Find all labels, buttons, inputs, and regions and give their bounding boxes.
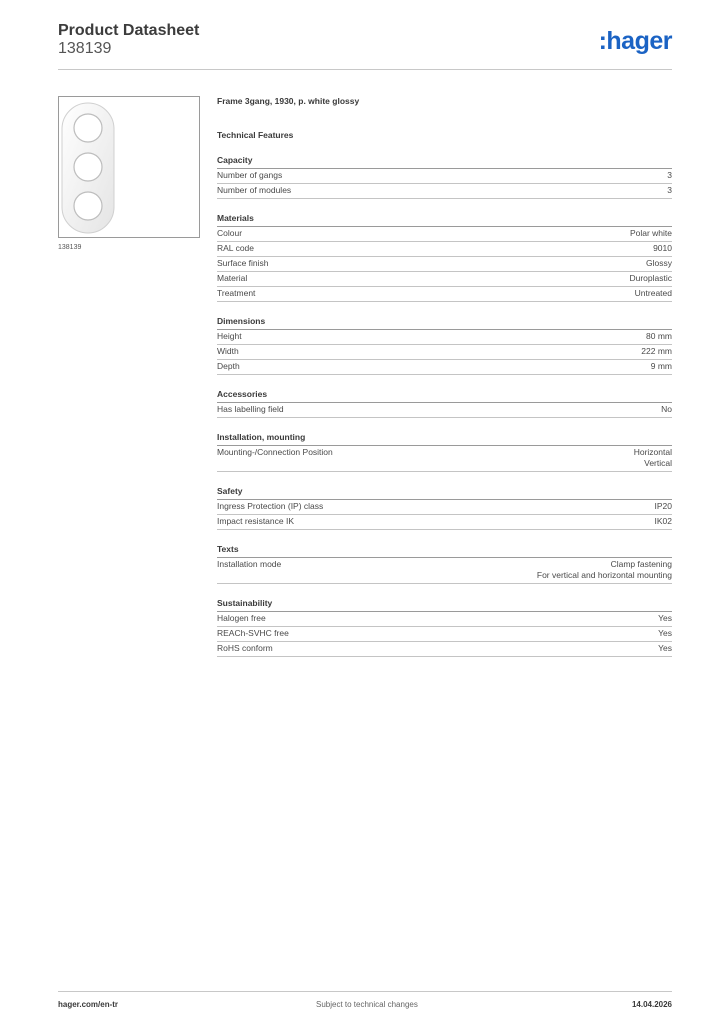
section-title: Texts bbox=[217, 544, 672, 558]
spec-label: Treatment bbox=[217, 288, 256, 298]
spec-value bbox=[635, 288, 672, 299]
spec-value bbox=[634, 447, 672, 469]
spec-row bbox=[217, 446, 672, 472]
page-footer bbox=[58, 991, 672, 1013]
spec-value-line: Yes bbox=[658, 628, 672, 638]
footer-website[interactable]: hager.com/en-tr bbox=[58, 1000, 119, 1009]
spec-section bbox=[217, 389, 672, 418]
spec-value bbox=[667, 185, 672, 196]
spec-value-line: Clamp fastening bbox=[610, 559, 672, 569]
spec-value bbox=[658, 613, 672, 624]
spec-value-line: No bbox=[661, 404, 672, 414]
spec-row bbox=[217, 403, 672, 418]
spec-label: Depth bbox=[217, 361, 240, 371]
article-number: 138139 bbox=[58, 40, 112, 57]
spec-row bbox=[217, 184, 672, 199]
page-header bbox=[58, 22, 672, 70]
spec-value-line: 80 mm bbox=[646, 331, 672, 341]
product-name: Frame 3gang, 1930, p. white glossy bbox=[217, 96, 360, 106]
spec-label: Height bbox=[217, 331, 242, 341]
spec-section bbox=[217, 316, 672, 375]
spec-value bbox=[630, 228, 672, 239]
frame-3gang-icon bbox=[59, 97, 199, 237]
spec-value bbox=[646, 258, 672, 269]
spec-value-line: 3 bbox=[667, 185, 672, 195]
spec-value-line: Untreated bbox=[634, 288, 672, 298]
spec-value-line: Yes bbox=[658, 643, 672, 653]
image-caption: 138139 bbox=[58, 244, 82, 251]
spec-label: Material bbox=[217, 273, 248, 283]
spec-label: Width bbox=[217, 346, 239, 356]
spec-value bbox=[661, 404, 672, 415]
section-title: Safety bbox=[217, 486, 672, 500]
spec-label: Colour bbox=[217, 228, 243, 238]
spec-label: REACh-SVHC free bbox=[217, 628, 289, 638]
spec-row bbox=[217, 500, 672, 515]
spec-row bbox=[217, 227, 672, 242]
spec-value-line: 3 bbox=[667, 170, 672, 180]
spec-value bbox=[651, 361, 672, 372]
spec-section bbox=[217, 598, 672, 657]
spec-section bbox=[217, 544, 672, 584]
spec-row bbox=[217, 330, 672, 345]
spec-section bbox=[217, 155, 672, 199]
spec-label: Has labelling field bbox=[217, 404, 284, 414]
spec-value-line: Duroplastic bbox=[629, 273, 672, 283]
spec-value-line: For vertical and horizontal mounting bbox=[536, 570, 672, 580]
spec-sections bbox=[217, 155, 672, 657]
spec-section bbox=[217, 432, 672, 472]
spec-value-line: Polar white bbox=[629, 228, 672, 238]
spec-row bbox=[217, 287, 672, 302]
spec-value bbox=[667, 170, 672, 181]
spec-value-line: Yes bbox=[658, 613, 672, 623]
section-title: Accessories bbox=[217, 389, 672, 403]
spec-content bbox=[217, 96, 672, 657]
spec-value-line: 9 mm bbox=[650, 361, 672, 371]
spec-row bbox=[217, 257, 672, 272]
page-title: Product Datasheet bbox=[58, 22, 200, 39]
spec-value bbox=[653, 243, 672, 254]
spec-value bbox=[646, 331, 672, 342]
section-title: Materials bbox=[217, 213, 672, 227]
product-image bbox=[58, 96, 200, 238]
spec-section bbox=[217, 486, 672, 530]
spec-section bbox=[217, 213, 672, 302]
spec-value-line: IK02 bbox=[654, 516, 672, 526]
spec-label: RAL code bbox=[217, 243, 255, 253]
spec-row bbox=[217, 272, 672, 287]
hager-logo: :hager bbox=[598, 27, 672, 55]
spec-value-line: Glossy bbox=[646, 258, 672, 268]
spec-value bbox=[655, 516, 673, 527]
spec-label: RoHS conform bbox=[217, 643, 273, 653]
spec-value bbox=[537, 559, 672, 581]
spec-row bbox=[217, 242, 672, 257]
spec-label: Number of gangs bbox=[217, 170, 283, 180]
spec-label: Number of modules bbox=[217, 185, 292, 195]
spec-row bbox=[217, 515, 672, 530]
features-heading: Technical Features bbox=[217, 130, 294, 140]
section-title: Sustainability bbox=[217, 598, 672, 612]
spec-label: Ingress Protection (IP) class bbox=[217, 501, 324, 511]
spec-label: Installation mode bbox=[217, 559, 282, 569]
spec-row bbox=[217, 169, 672, 184]
spec-value bbox=[641, 346, 672, 357]
spec-row bbox=[217, 345, 672, 360]
spec-row bbox=[217, 627, 672, 642]
spec-value-line: IP20 bbox=[654, 501, 672, 511]
spec-label: Halogen free bbox=[217, 613, 266, 623]
spec-row bbox=[217, 558, 672, 584]
section-title: Capacity bbox=[217, 155, 672, 169]
spec-value-line: Horizontal bbox=[633, 447, 672, 457]
spec-label: Mounting-/Connection Position bbox=[217, 447, 333, 457]
spec-label: Surface finish bbox=[217, 258, 269, 268]
section-title: Dimensions bbox=[217, 316, 672, 330]
spec-value bbox=[658, 628, 672, 639]
spec-row bbox=[217, 642, 672, 657]
spec-value-line: Vertical bbox=[644, 458, 672, 468]
section-title: Installation, mounting bbox=[217, 432, 672, 446]
footer-notice: Subject to technical changes bbox=[316, 1000, 418, 1009]
spec-value-line: 222 mm bbox=[641, 346, 672, 356]
spec-row bbox=[217, 612, 672, 627]
spec-value bbox=[655, 501, 673, 512]
spec-row bbox=[217, 360, 672, 375]
spec-value bbox=[658, 643, 672, 654]
spec-label: Impact resistance IK bbox=[217, 516, 295, 526]
footer-date: 14.04.2026 bbox=[631, 1000, 672, 1009]
spec-value bbox=[629, 273, 672, 284]
spec-value-line: 9010 bbox=[653, 243, 672, 253]
